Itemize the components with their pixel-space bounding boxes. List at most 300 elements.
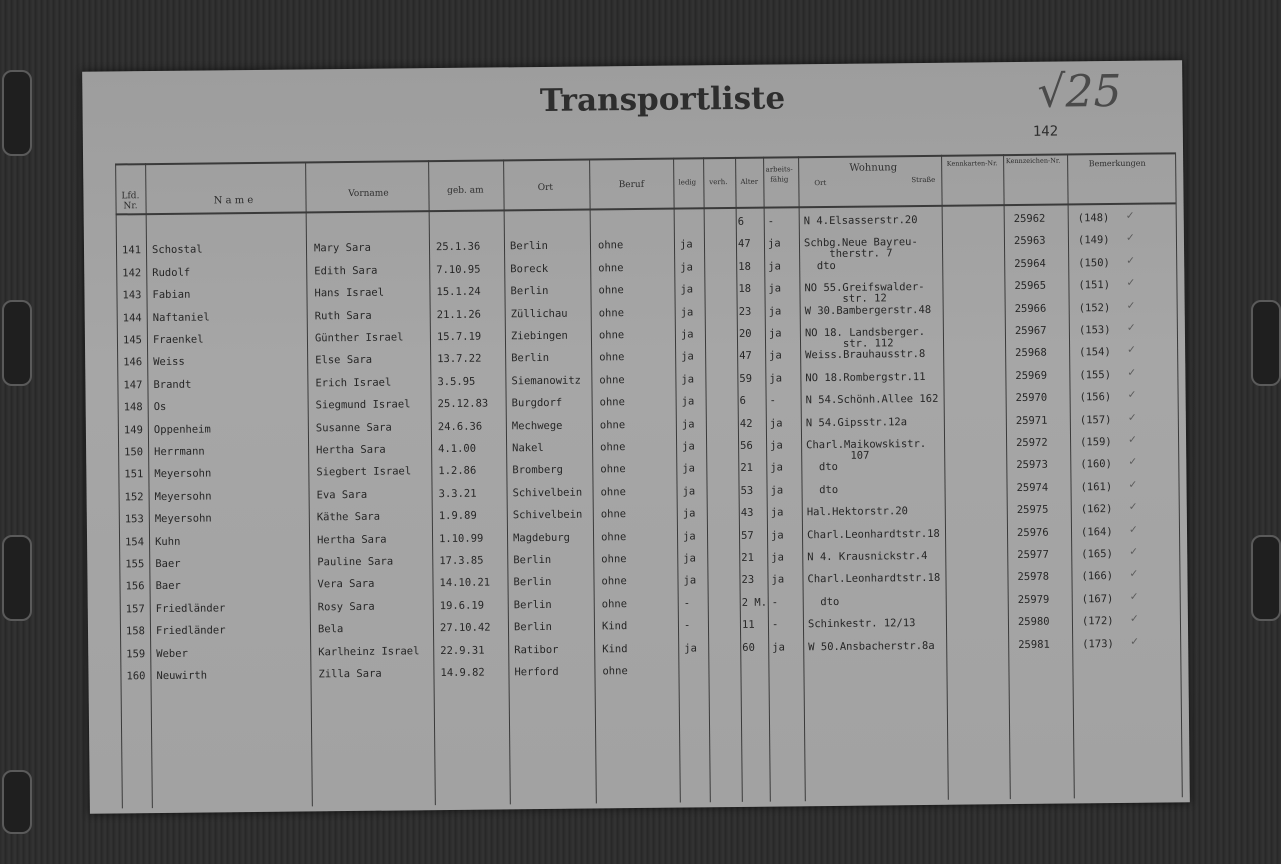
row-wohnung: Schbg.Neue Bayreu- therstr. 7 xyxy=(803,236,918,261)
row-geb: 3.3.21 xyxy=(438,487,477,500)
row-alter: 42 xyxy=(739,417,753,430)
row-nr: 144 xyxy=(122,311,142,324)
row-ledig: ja xyxy=(681,417,695,431)
row-geb: 27.10.42 xyxy=(439,621,491,635)
row-name: Weiss xyxy=(153,356,185,369)
check-mark-icon: ✓ xyxy=(1127,433,1137,446)
row-vorname: Pauline Sara xyxy=(317,555,394,569)
row-wohnung: Charl.Leonhardtstr.18 xyxy=(807,572,941,586)
row-arb: ja xyxy=(768,282,782,295)
row-geb: 1.10.99 xyxy=(438,532,484,545)
page-number: 142 xyxy=(1032,123,1059,140)
row-geb: 25.12.83 xyxy=(437,397,489,411)
header-lfd: Lfd. Nr. xyxy=(121,191,140,212)
row-geb: 24.6.36 xyxy=(437,420,483,433)
row-ledig: - xyxy=(683,619,691,632)
row-nr: 158 xyxy=(125,625,146,638)
row-ort: Berlin xyxy=(513,598,552,612)
row-kz: 25974 xyxy=(1016,481,1049,494)
row-arb: ja xyxy=(768,305,782,318)
header-wohnung-strasse: Straße xyxy=(911,175,936,185)
row-ledig: ja xyxy=(680,305,694,319)
row-ort: Berlin xyxy=(511,352,550,365)
row-kz: 25963 xyxy=(1013,235,1046,248)
row-geb: 19.6.19 xyxy=(439,599,485,612)
row-name: Meyersohn xyxy=(154,490,212,503)
row-kz: 25969 xyxy=(1015,369,1048,382)
row-ledig: ja xyxy=(682,462,696,475)
row-alter: 20 xyxy=(738,327,752,340)
row-kz: 25980 xyxy=(1017,615,1050,629)
row-ledig: ja xyxy=(683,574,697,587)
check-mark-icon: ✓ xyxy=(1129,545,1139,558)
row-nr: 155 xyxy=(125,558,145,571)
row-arb: - xyxy=(769,394,777,407)
table-rule xyxy=(115,163,123,808)
row-alter: 60 xyxy=(742,641,755,654)
row-alter: 59 xyxy=(739,372,753,385)
row-geb xyxy=(436,219,502,220)
row-wohnung: N 54.Gipsstr.12a xyxy=(805,415,908,429)
row-nr: 151 xyxy=(124,468,144,481)
header-wohnung-ort: Ort xyxy=(814,178,827,188)
row-kz xyxy=(1018,661,1068,662)
table-rule xyxy=(703,157,711,802)
row-beruf xyxy=(598,218,670,219)
row-beruf: Kind xyxy=(601,620,628,633)
row-kz: 25972 xyxy=(1016,436,1048,450)
header-ort: Ort xyxy=(537,182,554,194)
row-arb: ja xyxy=(770,529,784,542)
check-mark-icon: ✓ xyxy=(1127,344,1136,357)
row-ort: Magdeburg xyxy=(512,531,571,544)
header-name: N a m e xyxy=(213,194,254,207)
row-vorname: Ruth Sara xyxy=(314,309,372,322)
row-wohnung: Schinkestr. 12/13 xyxy=(807,617,916,631)
row-wohnung: Hal.Hektorstr.20 xyxy=(806,505,909,519)
row-bem: (162) xyxy=(1080,503,1113,516)
row-arb: ja xyxy=(768,327,782,340)
row-arb: - xyxy=(767,215,775,228)
row-alter: 56 xyxy=(740,439,753,452)
row-bem: (156) xyxy=(1079,391,1112,404)
row-beruf: ohne xyxy=(599,351,625,364)
row-kz: 25973 xyxy=(1016,459,1048,472)
table-rule xyxy=(1067,153,1075,798)
row-vorname: Hans Israel xyxy=(314,286,385,300)
document-title: Transportliste xyxy=(539,80,786,119)
row-geb: 3.5.95 xyxy=(437,375,476,388)
row-ort: Ziebingen xyxy=(510,329,568,343)
row-alter: 43 xyxy=(740,506,754,520)
row-vorname: Else Sara xyxy=(315,354,373,367)
row-name: Schostal xyxy=(151,243,203,257)
row-vorname: Günther Israel xyxy=(314,331,404,345)
row-alter: 53 xyxy=(740,484,754,497)
sprocket-hole xyxy=(2,70,32,156)
row-nr: 141 xyxy=(121,244,142,257)
row-beruf: ohne xyxy=(599,373,625,387)
row-wohnung: dto xyxy=(807,595,840,609)
header-kennkarten: Kennkarten-Nr. xyxy=(946,159,998,168)
row-kz: 25978 xyxy=(1017,571,1050,584)
row-alter: 21 xyxy=(740,462,754,475)
row-vorname: Eva Sara xyxy=(316,488,368,502)
row-bem: (157) xyxy=(1079,413,1112,426)
header-ledig: ledig xyxy=(678,178,697,187)
row-name: Weber xyxy=(156,647,188,660)
row-ledig: ja xyxy=(682,529,696,543)
row-beruf: ohne xyxy=(602,665,628,678)
row-wohnung: NO 18.Rombergstr.11 xyxy=(805,370,926,385)
row-ort: Herford xyxy=(514,665,559,679)
check-mark-icon: ✓ xyxy=(1129,612,1139,626)
row-ort: Boreck xyxy=(510,262,549,276)
row-beruf: ohne xyxy=(598,329,625,342)
row-bem: (155) xyxy=(1079,368,1112,382)
row-alter: 2 M. xyxy=(741,596,768,609)
row-arb: ja xyxy=(768,260,781,273)
row-bem: (165) xyxy=(1081,548,1113,561)
row-geb: 14.10.21 xyxy=(439,576,491,590)
row-kz: 25966 xyxy=(1014,302,1047,315)
row-ledig: ja xyxy=(681,373,695,386)
row-arb: ja xyxy=(767,237,781,250)
row-ort: Schivelbein xyxy=(512,486,583,500)
row-wohnung: N 54.Schönh.Allee 162 xyxy=(805,393,939,407)
row-vorname: Rosy Sara xyxy=(317,600,375,614)
row-name: Os xyxy=(153,401,167,414)
table-rule xyxy=(145,163,153,808)
row-nr: 143 xyxy=(122,289,142,302)
row-nr: 147 xyxy=(123,378,143,392)
row-geb: 14.9.82 xyxy=(440,666,485,680)
table-rule xyxy=(673,158,681,803)
row-ort: Berlin xyxy=(513,576,552,589)
row-ledig: ja xyxy=(682,507,696,520)
row-ledig: ja xyxy=(681,395,695,408)
table-rule xyxy=(589,158,597,803)
row-wohnung: dto xyxy=(806,461,839,474)
row-alter: 47 xyxy=(739,350,752,363)
sprocket-hole xyxy=(1251,300,1281,386)
row-nr: 159 xyxy=(126,647,146,660)
row-nr: 150 xyxy=(124,446,144,459)
row-ort: Berlin xyxy=(509,240,548,253)
row-vorname: Hertha Sara xyxy=(316,443,386,457)
row-name: Naftaniel xyxy=(152,311,210,324)
row-bem: (164) xyxy=(1080,525,1113,538)
row-beruf: Kind xyxy=(602,642,628,655)
row-vorname: Edith Sara xyxy=(314,264,378,278)
row-kz: 25962 xyxy=(1013,212,1046,226)
check-mark-icon: ✓ xyxy=(1127,366,1137,379)
check-mark-icon: ✓ xyxy=(1128,523,1138,536)
row-ort: Berlin xyxy=(513,553,552,567)
row-nr: 145 xyxy=(122,334,142,347)
row-geb: 1.2.86 xyxy=(438,465,477,478)
row-kz: 25970 xyxy=(1015,391,1048,405)
row-wohnung: NO 55.Greifswalder- str. 12 xyxy=(804,281,925,306)
row-bem: (153) xyxy=(1078,324,1111,337)
row-alter: 11 xyxy=(741,618,755,632)
row-vorname: Siegbert Israel xyxy=(316,465,412,479)
sprocket-hole xyxy=(2,770,32,834)
row-kz: 25975 xyxy=(1016,503,1049,517)
row-wohnung: dto xyxy=(806,483,839,497)
row-geb: 15.7.19 xyxy=(436,330,482,344)
check-mark-icon: ✓ xyxy=(1128,478,1138,491)
row-ort: Berlin xyxy=(510,285,549,298)
row-vorname: Karlheinz Israel xyxy=(318,644,420,658)
row-nr: 142 xyxy=(122,266,142,280)
row-bem: (161) xyxy=(1080,480,1113,494)
row-ort xyxy=(510,218,590,219)
row-arb: ja xyxy=(769,417,783,430)
row-wohnung: NO 18. Landsberger. str. 112 xyxy=(804,325,926,351)
row-arb: ja xyxy=(770,461,784,474)
row-vorname: Zilla Sara xyxy=(318,667,382,681)
row-name: Rudolf xyxy=(152,266,191,279)
row-bem: (148) xyxy=(1077,212,1110,225)
row-beruf: ohne xyxy=(600,441,626,454)
row-arb: ja xyxy=(770,506,784,519)
row-beruf: ohne xyxy=(601,575,627,588)
row-kz: 25979 xyxy=(1017,593,1050,606)
row-kz: 25976 xyxy=(1016,526,1049,539)
header-beruf: Beruf xyxy=(618,179,645,191)
sprocket-hole xyxy=(2,535,32,621)
row-vorname: Siegmund Israel xyxy=(315,398,411,412)
row-name: Neuwirth xyxy=(156,669,208,683)
row-nr: 156 xyxy=(125,580,145,593)
table-rule xyxy=(428,160,436,805)
row-name: Fraenkel xyxy=(152,333,204,347)
check-mark-icon: ✓ xyxy=(1128,456,1138,469)
row-beruf: ohne xyxy=(598,261,624,275)
row-kz: 25968 xyxy=(1015,347,1047,360)
row-wohnung: N 4. Krausnickstr.4 xyxy=(807,549,928,564)
check-mark-icon: ✓ xyxy=(1128,500,1138,514)
row-ort: Ratibor xyxy=(514,643,559,656)
row-beruf: ohne xyxy=(599,396,625,409)
row-beruf: ohne xyxy=(599,418,626,431)
header-arbeitsfaehig: arbeits-fähig xyxy=(765,165,793,184)
row-name: Friedländer xyxy=(155,602,226,615)
row-ort: Burgdorf xyxy=(511,396,563,410)
check-mark-icon: ✓ xyxy=(1126,254,1136,267)
header-alter: Alter xyxy=(740,177,759,186)
row-alter: 6 xyxy=(737,215,745,228)
row-name: Meyersohn xyxy=(154,467,212,481)
row-beruf: ohne xyxy=(600,485,626,499)
row-ledig: ja xyxy=(684,641,697,655)
row-ort: Bromberg xyxy=(512,464,563,477)
row-beruf: ohne xyxy=(600,463,626,476)
row-alter: 57 xyxy=(740,529,754,542)
table-rule xyxy=(735,157,743,802)
row-geb: 21.1.26 xyxy=(436,308,482,321)
table-rule xyxy=(941,155,949,800)
row-arb: - xyxy=(771,596,779,609)
check-mark-icon: ✓ xyxy=(1130,635,1140,648)
row-kz: 25981 xyxy=(1018,638,1050,651)
row-geb: 4.1.00 xyxy=(438,442,477,456)
row-vorname: Vera Sara xyxy=(317,578,375,591)
row-bem xyxy=(1082,661,1142,662)
header-geb: geb. am xyxy=(447,185,484,196)
row-ort: Berlin xyxy=(513,621,552,634)
row-ledig: ja xyxy=(683,552,696,565)
row-vorname: Susanne Sara xyxy=(315,421,392,434)
table-rule xyxy=(1003,154,1011,799)
header-verh: verh. xyxy=(709,178,728,187)
row-geb: 22.9.31 xyxy=(440,644,485,657)
header-vorname: Vorname xyxy=(348,188,389,199)
row-ledig: - xyxy=(683,597,691,610)
row-name: Herrmann xyxy=(154,445,205,459)
row-name xyxy=(152,221,302,223)
check-mark-icon: ✓ xyxy=(1127,388,1137,402)
row-name: Baer xyxy=(155,580,181,593)
check-mark-icon: ✓ xyxy=(1126,321,1136,334)
row-nr: 152 xyxy=(124,490,144,504)
row-wohnung: W 50.Ansbacherstr.8a xyxy=(808,639,935,653)
check-mark-icon: ✓ xyxy=(1126,299,1136,312)
row-alter: 23 xyxy=(741,574,755,587)
row-nr: 153 xyxy=(124,513,144,526)
row-wohnung: Weiss.Brauhausstr.8 xyxy=(805,348,926,362)
row-kz: 25967 xyxy=(1014,324,1047,338)
table-rule xyxy=(1175,152,1183,797)
row-ledig: ja xyxy=(680,328,694,341)
row-ledig: ja xyxy=(682,485,696,498)
row-wohnung: N 4.Elsasserstr.20 xyxy=(803,214,918,228)
row-geb: 7.10.95 xyxy=(436,263,481,276)
row-vorname: Hertha Sara xyxy=(316,533,387,546)
row-nr: 148 xyxy=(123,401,143,414)
check-mark-icon: ✓ xyxy=(1125,232,1135,245)
row-vorname: Mary Sara xyxy=(313,242,371,255)
row-name: Brandt xyxy=(153,378,192,391)
row-vorname xyxy=(314,220,428,221)
row-alter: 23 xyxy=(738,305,752,318)
row-alter: 18 xyxy=(738,282,752,296)
row-geb: 13.7.22 xyxy=(437,353,482,366)
row-ort: Schivelbein xyxy=(512,508,583,522)
transport-list-document xyxy=(82,60,1190,813)
row-nr: 157 xyxy=(125,602,145,616)
row-bem: (152) xyxy=(1078,301,1111,314)
row-geb: 25.1.36 xyxy=(435,241,481,254)
row-nr: 146 xyxy=(123,356,143,369)
table-rule xyxy=(763,157,771,802)
header-wohnung: Wohnung xyxy=(849,162,898,174)
row-nr: 149 xyxy=(123,423,143,436)
row-bem: (149) xyxy=(1077,234,1110,247)
check-mark-icon: ✓ xyxy=(1129,568,1139,581)
row-beruf: ohne xyxy=(600,508,627,521)
check-mark-icon: ✓ xyxy=(1127,411,1137,424)
check-mark-icon: ✓ xyxy=(1129,590,1139,603)
header-kennzeichen: Kennzeichen-Nr. xyxy=(1005,156,1061,166)
row-arb: ja xyxy=(771,551,784,564)
row-beruf: ohne xyxy=(597,239,624,252)
check-mark-icon: ✓ xyxy=(1125,209,1135,222)
row-beruf: ohne xyxy=(601,597,628,611)
row-bem: (160) xyxy=(1080,458,1112,471)
row-bem: (173) xyxy=(1082,637,1114,650)
row-alter: 47 xyxy=(737,238,751,251)
row-ledig: ja xyxy=(680,283,694,296)
row-bem: (151) xyxy=(1078,279,1111,292)
row-wohnung: Charl.Maikowskistr. 107 xyxy=(806,437,927,463)
row-kz: 25965 xyxy=(1014,279,1047,293)
row-beruf: ohne xyxy=(601,553,627,566)
row-beruf: ohne xyxy=(598,284,624,297)
row-vorname: Bela xyxy=(317,623,344,636)
handwritten-mark: √25 xyxy=(1037,65,1122,118)
row-ort: Mechwege xyxy=(511,419,563,432)
row-nr: 160 xyxy=(126,670,146,683)
row-arb: ja xyxy=(771,573,785,586)
check-mark-icon: ✓ xyxy=(1126,276,1136,290)
row-kz: 25971 xyxy=(1015,414,1048,427)
row-wohnung xyxy=(808,663,946,664)
row-kz: 25977 xyxy=(1017,548,1049,562)
row-bem: (150) xyxy=(1078,256,1110,270)
sprocket-hole xyxy=(1251,535,1281,621)
table-rule xyxy=(503,159,511,804)
row-beruf: ohne xyxy=(598,306,625,319)
row-name: Fabian xyxy=(152,288,191,302)
row-ort: Siemanowitz xyxy=(511,374,582,388)
row-geb: 1.9.89 xyxy=(438,509,477,523)
row-name: Kuhn xyxy=(155,535,181,548)
row-kz: 25964 xyxy=(1014,257,1046,270)
row-bem: (167) xyxy=(1081,592,1114,606)
header-bemerkungen: Bemerkungen xyxy=(1088,158,1146,169)
row-geb: 17.3.85 xyxy=(439,554,484,568)
table-rule xyxy=(305,161,313,806)
row-arb: ja xyxy=(770,484,784,497)
row-arb: ja xyxy=(769,372,783,385)
row-arb: ja xyxy=(769,349,782,362)
row-name: Baer xyxy=(155,557,181,571)
row-beruf: ohne xyxy=(600,530,627,543)
row-vorname: Erich Israel xyxy=(315,376,392,390)
row-bem: (159) xyxy=(1080,436,1112,449)
row-wohnung: dto xyxy=(804,259,836,273)
row-ledig: ja xyxy=(679,238,693,251)
row-name: Meyersohn xyxy=(154,512,212,526)
row-name: Friedländer xyxy=(155,624,226,638)
row-ledig: ja xyxy=(680,261,693,274)
row-alter: 21 xyxy=(741,551,754,564)
sprocket-hole xyxy=(2,300,32,386)
row-bem: (172) xyxy=(1081,615,1114,628)
row-vorname: Käthe Sara xyxy=(316,510,381,524)
row-nr: 154 xyxy=(125,535,145,548)
row-wohnung: Charl.Leonhardtstr.18 xyxy=(806,527,940,541)
row-ledig: ja xyxy=(681,350,694,363)
row-arb: ja xyxy=(770,439,783,452)
row-ledig: ja xyxy=(682,440,695,453)
row-ort: Nakel xyxy=(512,441,544,455)
row-arb: ja xyxy=(772,641,785,654)
row-alter: 6 xyxy=(739,395,747,408)
row-bem: (166) xyxy=(1081,570,1114,583)
